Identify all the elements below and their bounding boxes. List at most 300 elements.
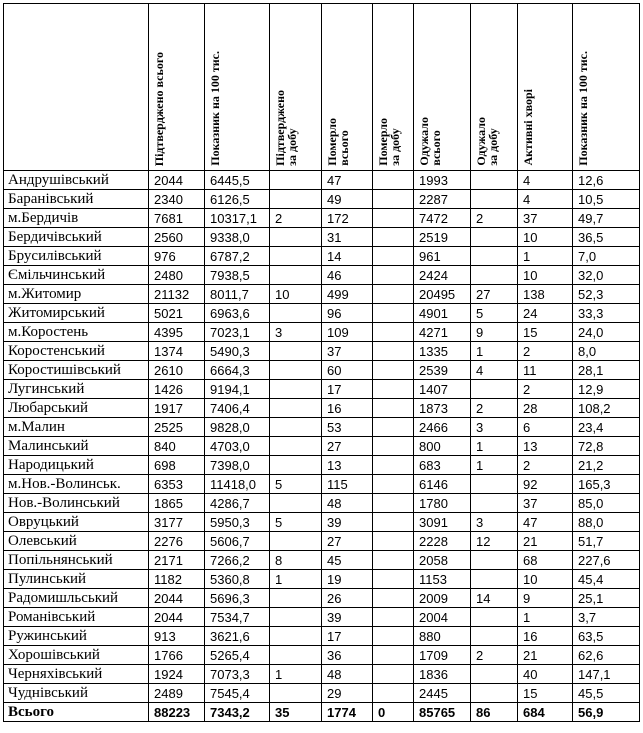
data-cell: 4901 [414, 304, 471, 323]
data-cell [270, 228, 322, 247]
district-name-cell: м.Коростень [4, 323, 149, 342]
data-cell [270, 190, 322, 209]
data-cell: 2 [518, 380, 573, 399]
data-cell: 15 [518, 323, 573, 342]
data-cell: 1 [518, 608, 573, 627]
table-row [4, 418, 640, 437]
district-name-cell: Баранівський [4, 190, 149, 209]
data-cell: 16 [322, 399, 373, 418]
table-row [4, 342, 640, 361]
data-cell: 1 [270, 665, 322, 684]
data-cell [270, 171, 322, 190]
data-cell: 9 [471, 323, 518, 342]
data-cell: 5 [270, 513, 322, 532]
data-cell: 10317,1 [205, 209, 270, 228]
data-cell: 2044 [149, 171, 205, 190]
data-cell: 227,6 [573, 551, 640, 570]
data-cell: 1407 [414, 380, 471, 399]
data-cell: 3621,6 [205, 627, 270, 646]
data-cell: 2004 [414, 608, 471, 627]
table-row [4, 627, 640, 646]
data-cell: 68 [518, 551, 573, 570]
active-cases-header [518, 4, 573, 171]
district-name-cell: Бердичівський [4, 228, 149, 247]
header-label: Підтверджено за добу [273, 90, 299, 166]
data-cell: 47 [322, 171, 373, 190]
data-cell: 12,6 [573, 171, 640, 190]
data-cell [270, 627, 322, 646]
data-cell: 37 [518, 209, 573, 228]
data-cell: 40 [518, 665, 573, 684]
data-cell: 5360,8 [205, 570, 270, 589]
district-name-cell: Народицький [4, 456, 149, 475]
data-cell: 4271 [414, 323, 471, 342]
data-cell: 3 [471, 418, 518, 437]
data-cell: 5606,7 [205, 532, 270, 551]
table-row [4, 684, 640, 703]
data-cell: 1836 [414, 665, 471, 684]
data-cell: 9338,0 [205, 228, 270, 247]
data-cell: 47 [518, 513, 573, 532]
data-cell: 7938,5 [205, 266, 270, 285]
district-name-cell: м.Малин [4, 418, 149, 437]
data-cell [373, 475, 414, 494]
district-name-cell: м.Житомир [4, 285, 149, 304]
table-row [4, 570, 640, 589]
data-cell: 56,9 [573, 703, 640, 722]
data-cell: 2610 [149, 361, 205, 380]
district-name-cell: Попільнянський [4, 551, 149, 570]
district-name-cell: Хорошівський [4, 646, 149, 665]
data-cell [373, 551, 414, 570]
data-cell: 1865 [149, 494, 205, 513]
data-cell: 3 [270, 323, 322, 342]
data-cell: 2 [270, 209, 322, 228]
table-row [4, 475, 640, 494]
data-cell: 1 [471, 437, 518, 456]
header-label: Показник на 100 тис. [208, 51, 222, 166]
data-cell: 16 [518, 627, 573, 646]
data-cell: 7073,3 [205, 665, 270, 684]
data-cell [373, 171, 414, 190]
table-row [4, 209, 640, 228]
data-cell [373, 247, 414, 266]
district-name-cell: Черняхівський [4, 665, 149, 684]
data-cell: 13 [322, 456, 373, 475]
data-cell: 45,4 [573, 570, 640, 589]
data-cell: 37 [518, 494, 573, 513]
data-cell: 11418,0 [205, 475, 270, 494]
data-cell: 1917 [149, 399, 205, 418]
data-cell: 961 [414, 247, 471, 266]
data-cell: 2560 [149, 228, 205, 247]
data-cell: 62,6 [573, 646, 640, 665]
data-cell: 8,0 [573, 342, 640, 361]
table-row [4, 266, 640, 285]
data-cell: 3 [471, 513, 518, 532]
data-cell: 14 [322, 247, 373, 266]
data-cell [471, 570, 518, 589]
data-cell: 4 [471, 361, 518, 380]
table-row [4, 399, 640, 418]
data-cell: 4395 [149, 323, 205, 342]
data-cell: 29 [322, 684, 373, 703]
data-cell: 2525 [149, 418, 205, 437]
data-cell [373, 684, 414, 703]
confirmed-total-header [149, 4, 205, 171]
district-name-cell: Брусилівський [4, 247, 149, 266]
data-cell: 2519 [414, 228, 471, 247]
data-cell: 976 [149, 247, 205, 266]
data-cell: 6146 [414, 475, 471, 494]
data-cell: 1 [471, 456, 518, 475]
data-cell: 10 [518, 570, 573, 589]
data-cell: 35 [270, 703, 322, 722]
data-cell: 7472 [414, 209, 471, 228]
data-cell: 1335 [414, 342, 471, 361]
data-cell: 24 [518, 304, 573, 323]
header-label: Підтверджено всього [152, 51, 166, 166]
header-label: Активні хворі [521, 89, 535, 166]
data-cell: 45,5 [573, 684, 640, 703]
district-name-cell: Нов.-Волинський [4, 494, 149, 513]
district-name-cell: Чуднівський [4, 684, 149, 703]
data-cell: 7398,0 [205, 456, 270, 475]
data-cell [373, 627, 414, 646]
data-cell [270, 418, 322, 437]
data-cell: 23,4 [573, 418, 640, 437]
data-cell [373, 418, 414, 437]
data-cell [373, 437, 414, 456]
data-cell: 14 [471, 589, 518, 608]
data-cell: 88223 [149, 703, 205, 722]
data-cell: 6664,3 [205, 361, 270, 380]
data-cell [373, 399, 414, 418]
data-cell [270, 646, 322, 665]
data-cell [471, 627, 518, 646]
data-cell: 60 [322, 361, 373, 380]
data-cell [270, 361, 322, 380]
data-cell: 1993 [414, 171, 471, 190]
table-body [4, 171, 640, 722]
data-cell: 2424 [414, 266, 471, 285]
data-cell: 2 [518, 342, 573, 361]
data-cell: 2466 [414, 418, 471, 437]
data-cell: 7266,2 [205, 551, 270, 570]
data-cell [373, 570, 414, 589]
data-cell: 28,1 [573, 361, 640, 380]
data-cell: 1873 [414, 399, 471, 418]
data-cell [373, 665, 414, 684]
data-cell: 36,5 [573, 228, 640, 247]
data-cell: 4286,7 [205, 494, 270, 513]
data-cell: 147,1 [573, 665, 640, 684]
data-cell: 2171 [149, 551, 205, 570]
data-cell: 13 [518, 437, 573, 456]
data-cell: 5 [471, 304, 518, 323]
data-cell: 109 [322, 323, 373, 342]
data-cell: 8011,7 [205, 285, 270, 304]
data-cell [373, 228, 414, 247]
data-cell: 46 [322, 266, 373, 285]
data-cell: 2044 [149, 589, 205, 608]
data-cell: 6787,2 [205, 247, 270, 266]
data-cell: 108,2 [573, 399, 640, 418]
data-cell: 6963,6 [205, 304, 270, 323]
data-cell: 5021 [149, 304, 205, 323]
district-header [4, 4, 149, 171]
data-cell [373, 380, 414, 399]
data-cell: 4 [518, 190, 573, 209]
data-cell: 12 [471, 532, 518, 551]
data-cell: 88,0 [573, 513, 640, 532]
data-cell: 7406,4 [205, 399, 270, 418]
data-cell: 2276 [149, 532, 205, 551]
district-name-cell: Житомирський [4, 304, 149, 323]
data-cell: 25,1 [573, 589, 640, 608]
table-row [4, 437, 640, 456]
data-cell [471, 171, 518, 190]
table-row [4, 456, 640, 475]
data-cell: 5490,3 [205, 342, 270, 361]
data-cell: 10 [270, 285, 322, 304]
data-cell: 6 [518, 418, 573, 437]
deaths-total-header [322, 4, 373, 171]
data-cell [373, 361, 414, 380]
data-cell [373, 532, 414, 551]
table-row [4, 228, 640, 247]
data-cell: 48 [322, 494, 373, 513]
data-cell [270, 380, 322, 399]
data-cell: 45 [322, 551, 373, 570]
data-cell: 2445 [414, 684, 471, 703]
data-cell: 2228 [414, 532, 471, 551]
total-row [4, 703, 640, 722]
data-cell: 53 [322, 418, 373, 437]
data-cell: 17 [322, 627, 373, 646]
data-cell: 913 [149, 627, 205, 646]
data-cell: 9 [518, 589, 573, 608]
data-cell: 0 [373, 703, 414, 722]
data-cell: 2 [471, 209, 518, 228]
data-cell: 800 [414, 437, 471, 456]
data-cell: 1 [518, 247, 573, 266]
data-cell [270, 684, 322, 703]
data-cell: 7681 [149, 209, 205, 228]
data-cell: 85,0 [573, 494, 640, 513]
table-row [4, 323, 640, 342]
rate-per-100k-header [205, 4, 270, 171]
data-cell [373, 646, 414, 665]
data-cell: 5 [270, 475, 322, 494]
data-cell: 92 [518, 475, 573, 494]
data-cell [471, 228, 518, 247]
data-cell: 86 [471, 703, 518, 722]
data-cell: 2058 [414, 551, 471, 570]
data-cell [270, 608, 322, 627]
data-cell: 1182 [149, 570, 205, 589]
data-cell: 26 [322, 589, 373, 608]
data-cell: 27 [322, 532, 373, 551]
data-cell [373, 190, 414, 209]
data-cell: 698 [149, 456, 205, 475]
table-row [4, 646, 640, 665]
data-cell: 2 [518, 456, 573, 475]
data-cell: 499 [322, 285, 373, 304]
data-cell: 683 [414, 456, 471, 475]
data-cell: 1924 [149, 665, 205, 684]
data-cell: 3,7 [573, 608, 640, 627]
data-cell: 1374 [149, 342, 205, 361]
data-cell: 5696,3 [205, 589, 270, 608]
data-cell: 684 [518, 703, 573, 722]
data-cell: 10,5 [573, 190, 640, 209]
district-name-cell: Ружинський [4, 627, 149, 646]
data-cell [471, 684, 518, 703]
district-name-cell: Малинський [4, 437, 149, 456]
data-cell [373, 285, 414, 304]
data-cell: 72,8 [573, 437, 640, 456]
data-cell [471, 494, 518, 513]
active-rate-per-100k-header [573, 4, 640, 171]
table-row [4, 589, 640, 608]
data-cell [270, 437, 322, 456]
data-cell [471, 551, 518, 570]
data-cell: 2287 [414, 190, 471, 209]
district-name-cell: Ємільчинський [4, 266, 149, 285]
data-cell: 7023,1 [205, 323, 270, 342]
data-cell: 1780 [414, 494, 471, 513]
data-cell [270, 399, 322, 418]
data-cell: 165,3 [573, 475, 640, 494]
data-cell: 7,0 [573, 247, 640, 266]
data-cell: 5265,4 [205, 646, 270, 665]
table-row [4, 665, 640, 684]
data-cell: 8 [270, 551, 322, 570]
data-cell: 11 [518, 361, 573, 380]
data-cell: 2340 [149, 190, 205, 209]
data-cell: 20495 [414, 285, 471, 304]
data-cell [270, 304, 322, 323]
data-cell [270, 532, 322, 551]
table-row [4, 532, 640, 551]
data-cell: 24,0 [573, 323, 640, 342]
data-cell: 15 [518, 684, 573, 703]
data-cell: 37 [322, 342, 373, 361]
table-row [4, 361, 640, 380]
data-cell: 2009 [414, 589, 471, 608]
data-cell [373, 323, 414, 342]
table-row [4, 494, 640, 513]
table-row [4, 380, 640, 399]
data-cell: 172 [322, 209, 373, 228]
table-row [4, 608, 640, 627]
data-cell: 5950,3 [205, 513, 270, 532]
data-cell: 39 [322, 608, 373, 627]
district-name-cell: Всього [4, 703, 149, 722]
district-name-cell: Любарський [4, 399, 149, 418]
deaths-daily-header [373, 4, 414, 171]
covid-statistics-table [3, 3, 640, 722]
data-cell: 85765 [414, 703, 471, 722]
data-cell [471, 475, 518, 494]
confirmed-daily-header [270, 4, 322, 171]
data-cell: 1 [270, 570, 322, 589]
district-name-cell: м.Бердичів [4, 209, 149, 228]
data-cell [373, 209, 414, 228]
table-row [4, 190, 640, 209]
data-cell: 4 [518, 171, 573, 190]
data-cell [270, 247, 322, 266]
data-cell: 2 [471, 399, 518, 418]
district-name-cell: м.Нов.-Волинськ. [4, 475, 149, 494]
data-cell [270, 342, 322, 361]
data-cell: 2539 [414, 361, 471, 380]
data-cell: 9194,1 [205, 380, 270, 399]
data-cell: 1774 [322, 703, 373, 722]
data-cell [373, 342, 414, 361]
data-cell: 1426 [149, 380, 205, 399]
data-cell [373, 589, 414, 608]
district-name-cell: Пулинський [4, 570, 149, 589]
table-row [4, 551, 640, 570]
data-cell: 6126,5 [205, 190, 270, 209]
data-cell: 32,0 [573, 266, 640, 285]
data-cell [270, 494, 322, 513]
data-cell [270, 266, 322, 285]
data-cell [373, 266, 414, 285]
data-cell: 49 [322, 190, 373, 209]
data-cell [471, 380, 518, 399]
data-cell: 12,9 [573, 380, 640, 399]
header-label: Показник на 100 тис. [576, 51, 590, 166]
data-cell: 7343,2 [205, 703, 270, 722]
district-name-cell: Олевський [4, 532, 149, 551]
data-cell: 33,3 [573, 304, 640, 323]
data-cell [373, 304, 414, 323]
header-label: Одужало за добу [474, 117, 500, 166]
data-cell: 6445,5 [205, 171, 270, 190]
data-cell: 21,2 [573, 456, 640, 475]
data-cell: 2 [471, 646, 518, 665]
data-cell: 2489 [149, 684, 205, 703]
data-cell: 39 [322, 513, 373, 532]
data-cell: 49,7 [573, 209, 640, 228]
district-name-cell: Романівський [4, 608, 149, 627]
header-label: Одужало всього [417, 117, 443, 166]
data-cell: 1153 [414, 570, 471, 589]
district-name-cell: Коростишівський [4, 361, 149, 380]
data-cell: 1709 [414, 646, 471, 665]
data-cell: 1 [471, 342, 518, 361]
data-cell: 21132 [149, 285, 205, 304]
table-row [4, 247, 640, 266]
data-cell [373, 513, 414, 532]
data-cell: 17 [322, 380, 373, 399]
data-cell [471, 190, 518, 209]
data-cell: 52,3 [573, 285, 640, 304]
header-label: Померло за добу [376, 118, 402, 166]
data-cell: 10 [518, 228, 573, 247]
data-cell: 6353 [149, 475, 205, 494]
data-cell: 4703,0 [205, 437, 270, 456]
data-cell: 21 [518, 532, 573, 551]
data-cell: 2044 [149, 608, 205, 627]
data-cell [471, 665, 518, 684]
recovered-total-header [414, 4, 471, 171]
data-cell [373, 494, 414, 513]
district-name-cell: Радомишльський [4, 589, 149, 608]
